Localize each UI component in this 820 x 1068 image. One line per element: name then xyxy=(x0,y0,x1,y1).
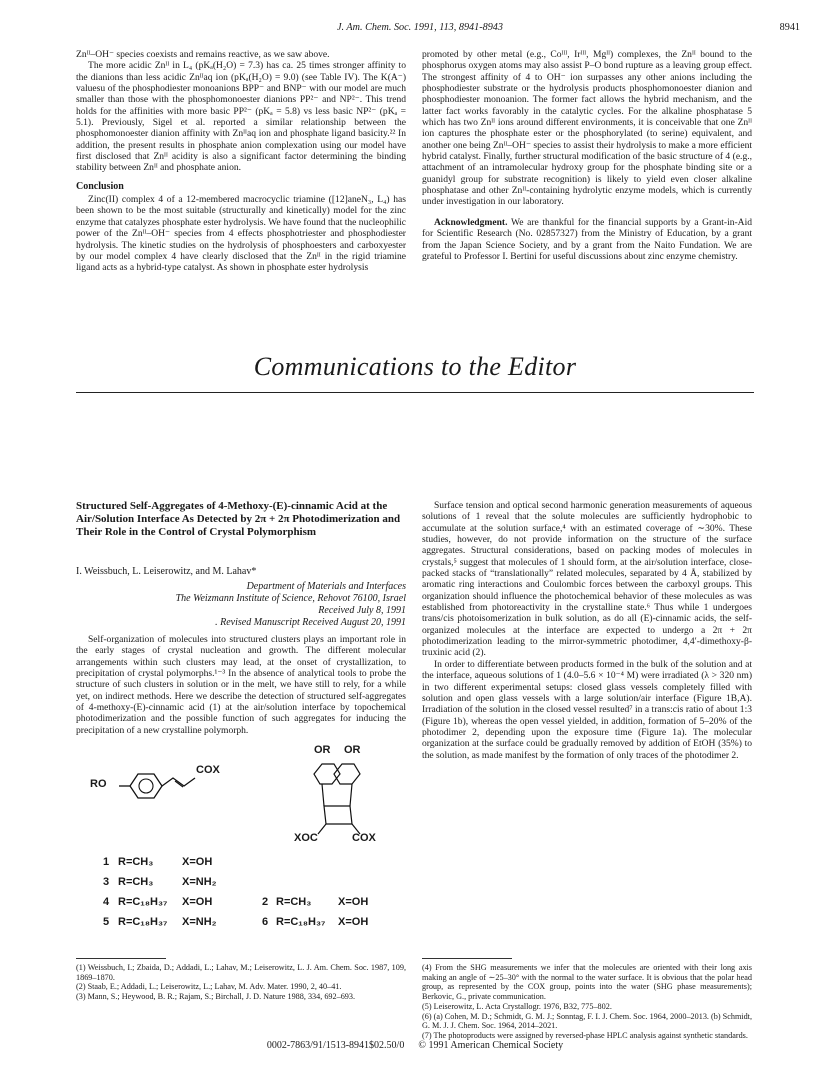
banner-rule xyxy=(76,392,754,393)
or-label: OR xyxy=(344,744,361,756)
journal-citation: J. Am. Chem. Soc. 1991, 113, 8941-8943 xyxy=(337,22,503,33)
affiliation xyxy=(76,581,406,629)
compound-r: R=CH₃ xyxy=(118,876,154,888)
compound-number: 6 xyxy=(261,916,269,928)
paragraph: In order to differentiate between products formed in the bulk of the solution and at the interface, aqueous solutions of 1 (4.0–5.6 × 10⁻⁴ M) were irradiated (λ > 320 nm) in two different experimental setups: closed glass vessels completely filled with solution and open glass vessels with a large solution/air interface (Figure 1B,A). Irradiation of the solution in the closed vessel resulted⁷ in a trans:cis ratio of about 1:3 (Figure 1b), whereas the open vessel yielded, in addition, formation of 5–20% of the photodimer 2, depending upon the exposure time (Figure 1a). The molecular organization at the surface could be gradually removed by addition of EtOH (35%) to the solution, as made manifest by the formation of only traces of the photodimer 2. xyxy=(422,658,752,761)
compound-row xyxy=(254,916,368,936)
article-authors: I. Weissbuch, L. Leiserowitz, and M. Lahav* xyxy=(76,566,257,577)
compound-x: X=OH xyxy=(182,896,213,908)
compound-number: 5 xyxy=(102,916,110,928)
paragraph: promoted by other metal (e.g., Coᴵᴵᴵ, Irᴵᴵᴵ, Mgᴵᴵ) complexes, the Znᴵᴵ bound to the phosphorus oxygen atoms may also assist P–O bond rupture as a leaving group effect. The strongest affinity of 4 to OH⁻ ion surpasses any other anions including the phosphodiester substrate or the hydrolysis products phosphomonoester dianion and phosphodiester monoanion. The former fact allows the hybrid mechanism, and the latter fact works favorably in the catalytic cycles. For the alkaline phosphatase 5 which has two Znᴵᴵ ions around different environments, it is conceivable that one Znᴵᴵ ion captures the phosphate ester or the phosphorylated (to serine) equivalent, and another one being Znᴵᴵ–OH⁻ species to assist their hydrolysis to make a more efficient hybrid catalyst. Finally, further structural modification of the basic structure of 4 (e.g., attachment of an intramolecular hydroxy group for the phosphate binding site or a guanidyl group for substrate recognition) is likely to yield even closer alkaline phosphatase and other Znᴵᴵ-containing hydrolytic enzyme models, which is currently under investigation in our laboratory. xyxy=(422,49,752,208)
paragraph: Self-organization of molecules into structured clusters plays an important role in the early stages of crystal nucleation and growth. The different molecular arrangements within such clusters may lead, at the onset of crystallization, to precipitation of crystal polymorphs.¹⁻³ In the absence of analytical tools to probe the structure of such clusters in solution or in the melt, we have still to rely, for a while yet, on indirect methods. Here we describe the detection of structured self-aggregates of 4-methoxy-(E)-cinnamic acid (1) at the air/solution interface by topochemical photodimerization and the possible function of such aggregates for inducing the precipitation of a new crystalline polymorph. xyxy=(76,634,406,736)
compound-list-right xyxy=(254,896,368,936)
article-title: Structured Self-Aggregates of 4-Methoxy-(E)-cinnamic Acid at the Air/Solution Interface As Detected by 2π + 2π Photodimerization and Their Role in the Control of Crystal Polymorphism xyxy=(76,500,401,539)
compound-x: X=OH xyxy=(182,856,213,868)
compound-r: R=C₁₈H₃₇ xyxy=(118,896,168,908)
section-banner: Communications to the Editor xyxy=(253,352,577,381)
compound-row xyxy=(94,876,217,896)
article-code: 0002-7863/91/1513-8941$02.50/0 xyxy=(266,1040,405,1051)
footnote: (7) The photoproducts were assigned by reversed-phase HPLC analysis against synthetic standards. xyxy=(422,1030,748,1040)
paragraph: The more acidic Znᴵᴵ in L₄ (pKₐ(H₂O) = 7.3) has ca. 25 times stronger affinity to the dianions than less acidic Znᴵᴵaq ion (pKₐ(H₂O) = 9.0) (see Table IV). The K(A⁻) valuesu of the phosphodiester monoanions BPP⁻ and BNP⁻ with our model are much smaller than those with the phosphomonoester dianions PP²⁻ and NP²⁻. This trend holds for the affinities with more basic PP²⁻ (pKₐ = 5.8) vs less basic NP²⁻ (pKₐ = 5.1). Previously, Sigel et al. reported a similar relationship between the phosphomonoester dianion affinity with Znᴵᴵaq ion and phosphate ligand basicity.²² In addition, the present results in phosphate anion complexation using our model have first disclosed that Znᴵᴵ acidity is also a significant factor determining the binding stability between Znᴵᴵ and phosphate anion. xyxy=(76,60,406,174)
paragraph: Znᴵᴵ–OH⁻ species coexists and remains reactive, as we saw above. xyxy=(76,49,330,60)
footnote: (6) (a) Cohen, M. D.; Schmidt, G. M. J.; Sonntag, F. I. J. Chem. Soc. 1964, 2000–2013. (b) Schmidt, G. M. J. J. Chem. Soc. 1964, 2014–2021. xyxy=(422,1011,752,1031)
acknowledgment-label: Acknowledgment. xyxy=(434,216,508,228)
footnote: (4) From the SHG measurements we infer that the molecules are oriented with their long axis making an angle of ∼25–30° with the normal to the water surface. It is obvious that the polar head group, as represented by the COX group, points into the water (SHG phase measurements); Berkovic, G., private communication. xyxy=(422,963,752,1002)
compound-x: X=NH₂ xyxy=(182,876,217,888)
received-date: Received July 8, 1991 xyxy=(318,605,406,616)
page-number: 8941 xyxy=(779,22,800,33)
compound-number: 1 xyxy=(102,856,110,868)
ro-label: RO xyxy=(90,778,107,790)
compound-x: X=OH xyxy=(338,916,369,928)
institute: The Weizmann Institute of Science, Rehovot 76100, Israel xyxy=(175,593,406,604)
compound-r: R=C₁₈H₃₇ xyxy=(118,916,168,928)
copyright: © 1991 American Chemical Society xyxy=(418,1040,564,1051)
footnote: (1) Weissbuch, I.; Zbaida, D.; Addadi, L.; Lahav, M.; Leiserowitz, L. J. Am. Chem. Soc. 1987, 109, 1869–1870. xyxy=(76,963,406,982)
page-footer xyxy=(76,1040,754,1051)
compound-row xyxy=(94,856,217,876)
compound-x: X=NH₂ xyxy=(182,916,217,928)
compound-row xyxy=(254,896,368,916)
acknowledgment-text: We are thankful for the financial supports by a Grant-in-Aid for Scientific Research (No. 02857327) from the Ministry of Education, by a grant from the Japan Science Society, and by a grant from the Naito Fundation. We are grateful to Professor I. Bertini for useful discussions about zinc enzyme chemistry. xyxy=(422,216,752,262)
department: Department of Materials and Interfaces xyxy=(246,581,406,592)
paragraph: Zinc(II) complex 4 of a 12-membered macrocyclic triamine ([12]aneN₃, L₄) has been shown to be the most suitable (structurally and kinetically) model for the zinc enzyme that catalyzes phosphate ester hydrolysis. We have found that the nucleophilic power of the Znᴵᴵ–OH⁻ species from 4 effects phosphotriester and phosphodiester hydrolysis. The kinetic studies on the hydrolysis of phosphoesters and carboxyester by our model complex 4 have clearly disclosed that the Znᴵᴵ in the rigid triamine ligand acts as a hybrid-type catalyst. As shown in phosphate ester hydrolysis xyxy=(76,194,406,274)
compound-row xyxy=(94,916,217,936)
footnote: (5) Leiserowitz, L. Acta Crystallogr. 1976, B32, 775–802. xyxy=(422,1001,612,1011)
or-label: OR xyxy=(314,744,331,756)
footnotes-left xyxy=(76,963,406,1002)
compound-number: 4 xyxy=(102,896,110,908)
top-left-column xyxy=(76,49,406,274)
revised-date: . Revised Manuscript Received August 20, 1991 xyxy=(215,617,406,628)
cox-label: COX xyxy=(352,832,376,844)
compound-number: 2 xyxy=(261,896,269,908)
top-right-column xyxy=(422,49,752,262)
compound-row xyxy=(94,896,217,916)
xoc-label: XOC xyxy=(294,832,318,844)
running-header xyxy=(40,22,800,36)
footnote: (2) Staab, E.; Addadi, L.; Leiserowitz, L.; Lahav, M. Adv. Mater. 1990, 2, 40–41. xyxy=(76,982,342,992)
article-left-column xyxy=(76,634,406,736)
footnote: (3) Mann, S.; Heywood, B. R.; Rajam, S.; Birchall, J. D. Nature 1988, 334, 692–693. xyxy=(76,992,356,1002)
footnote-rule xyxy=(76,958,166,959)
article-right-column xyxy=(422,500,752,761)
compound-number: 3 xyxy=(102,876,110,888)
compound-x: X=OH xyxy=(338,896,369,908)
section-heading: Conclusion xyxy=(76,180,124,192)
compound-r: R=CH₃ xyxy=(276,896,312,908)
footnote-rule xyxy=(422,958,512,959)
compound-list-left xyxy=(94,856,217,936)
acknowledgment xyxy=(422,217,752,262)
chemical-structures xyxy=(86,744,396,980)
compound-r: R=C₁₈H₃₇ xyxy=(276,916,326,928)
compound-r: R=CH₃ xyxy=(118,856,154,868)
cox-label: COX xyxy=(196,764,220,776)
footnotes-right xyxy=(422,963,752,1041)
paragraph: Surface tension and optical second harmonic generation measurements of aqueous solutions of 1 reveal that the solute molecules are sufficiently hydrophobic to accumulate at the solution surface,⁴ with an estimated coverage of ∼30%. These studies, however, do not provide information on the structure of the surface aggregates. Structural considerations, based on packing modes of molecules in crystals,⁵ suggest that molecules of 1 should form, at the air/solution interface, close-packed stacks of “translationally” related molecules, separated by 4 Å, stabilized by aromatic ring interactions and Coulombic forces between the carboxyl groups. This organization should influence the photochemical behavior of these molecules as was established from photoreactivity in the crystalline state.⁶ Thus while 1 undergoes trans/cis photoisomerization in bulk solution, as do all (E)-cinnamic acids, the self-organized molecules at the interface are expected to undergo a 2π + 2π photodimerization leading to the mirror-symmetric photodimer, 4,4′-dimethoxy-β-truxinic acid (2). xyxy=(422,500,752,659)
